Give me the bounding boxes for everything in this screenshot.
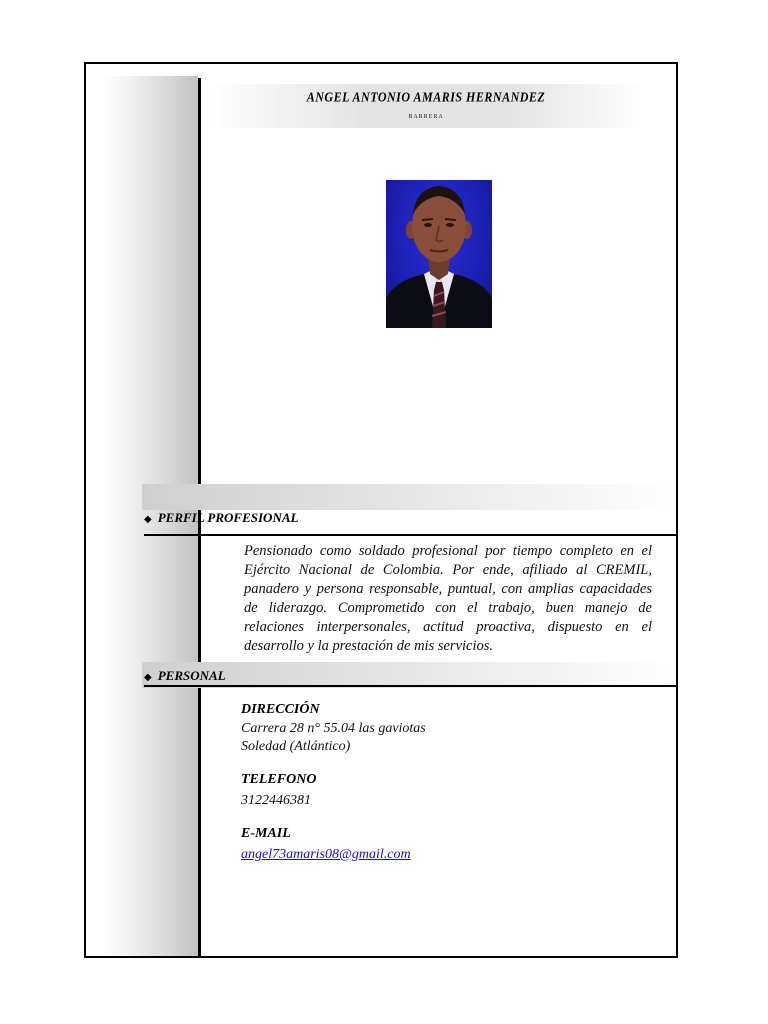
email-label: E-MAIL [241, 826, 291, 841]
perfil-description: Pensionado como soldado profesional por tiempo completo en el Ejército Nacional de Colombia. Por ende, afiliado al CREMIL, panadero y persona responsable, puntual, con amplias capacidades de liderazgo. Comprometido con el trabajo, buen manejo de relaciones interpersonales, actitud proactiva, dispuesto en el desarrollo y la prestación de mis servicios. [244, 543, 652, 654]
personal-section-rule [144, 685, 678, 687]
telefono-value: 3122446381 [241, 793, 311, 808]
perfil-section-title [144, 510, 298, 526]
perfil-section-rule [144, 534, 678, 536]
portrait-photo-icon [386, 180, 492, 328]
direccion-label: DIRECCIÓN [241, 702, 320, 717]
applicant-name: ANGEL ANTONIO AMARIS HERNANDEZ [306, 88, 546, 105]
perfil-title-text: PERFIL PROFESIONAL [157, 510, 299, 525]
personal-title-text: PERSONAL [157, 668, 226, 683]
email-link[interactable]: angel73amaris08@gmail.com [241, 847, 411, 862]
perfil-section-band [142, 484, 676, 510]
personal-section-title [144, 668, 226, 684]
applicant-subtitle: BARRERA [408, 114, 444, 120]
email-value[interactable] [241, 846, 411, 864]
direccion-line2: Soledad (Atlántico) [241, 739, 351, 754]
diamond-bullet-icon: ◆ [144, 514, 152, 525]
resume-page [84, 62, 678, 958]
direccion-line1: Carrera 28 n° 55.04 las gaviotas [241, 721, 426, 736]
diamond-bullet-icon: ◆ [144, 672, 152, 683]
portrait-photo [386, 180, 492, 328]
telefono-label: TELEFONO [241, 772, 317, 787]
